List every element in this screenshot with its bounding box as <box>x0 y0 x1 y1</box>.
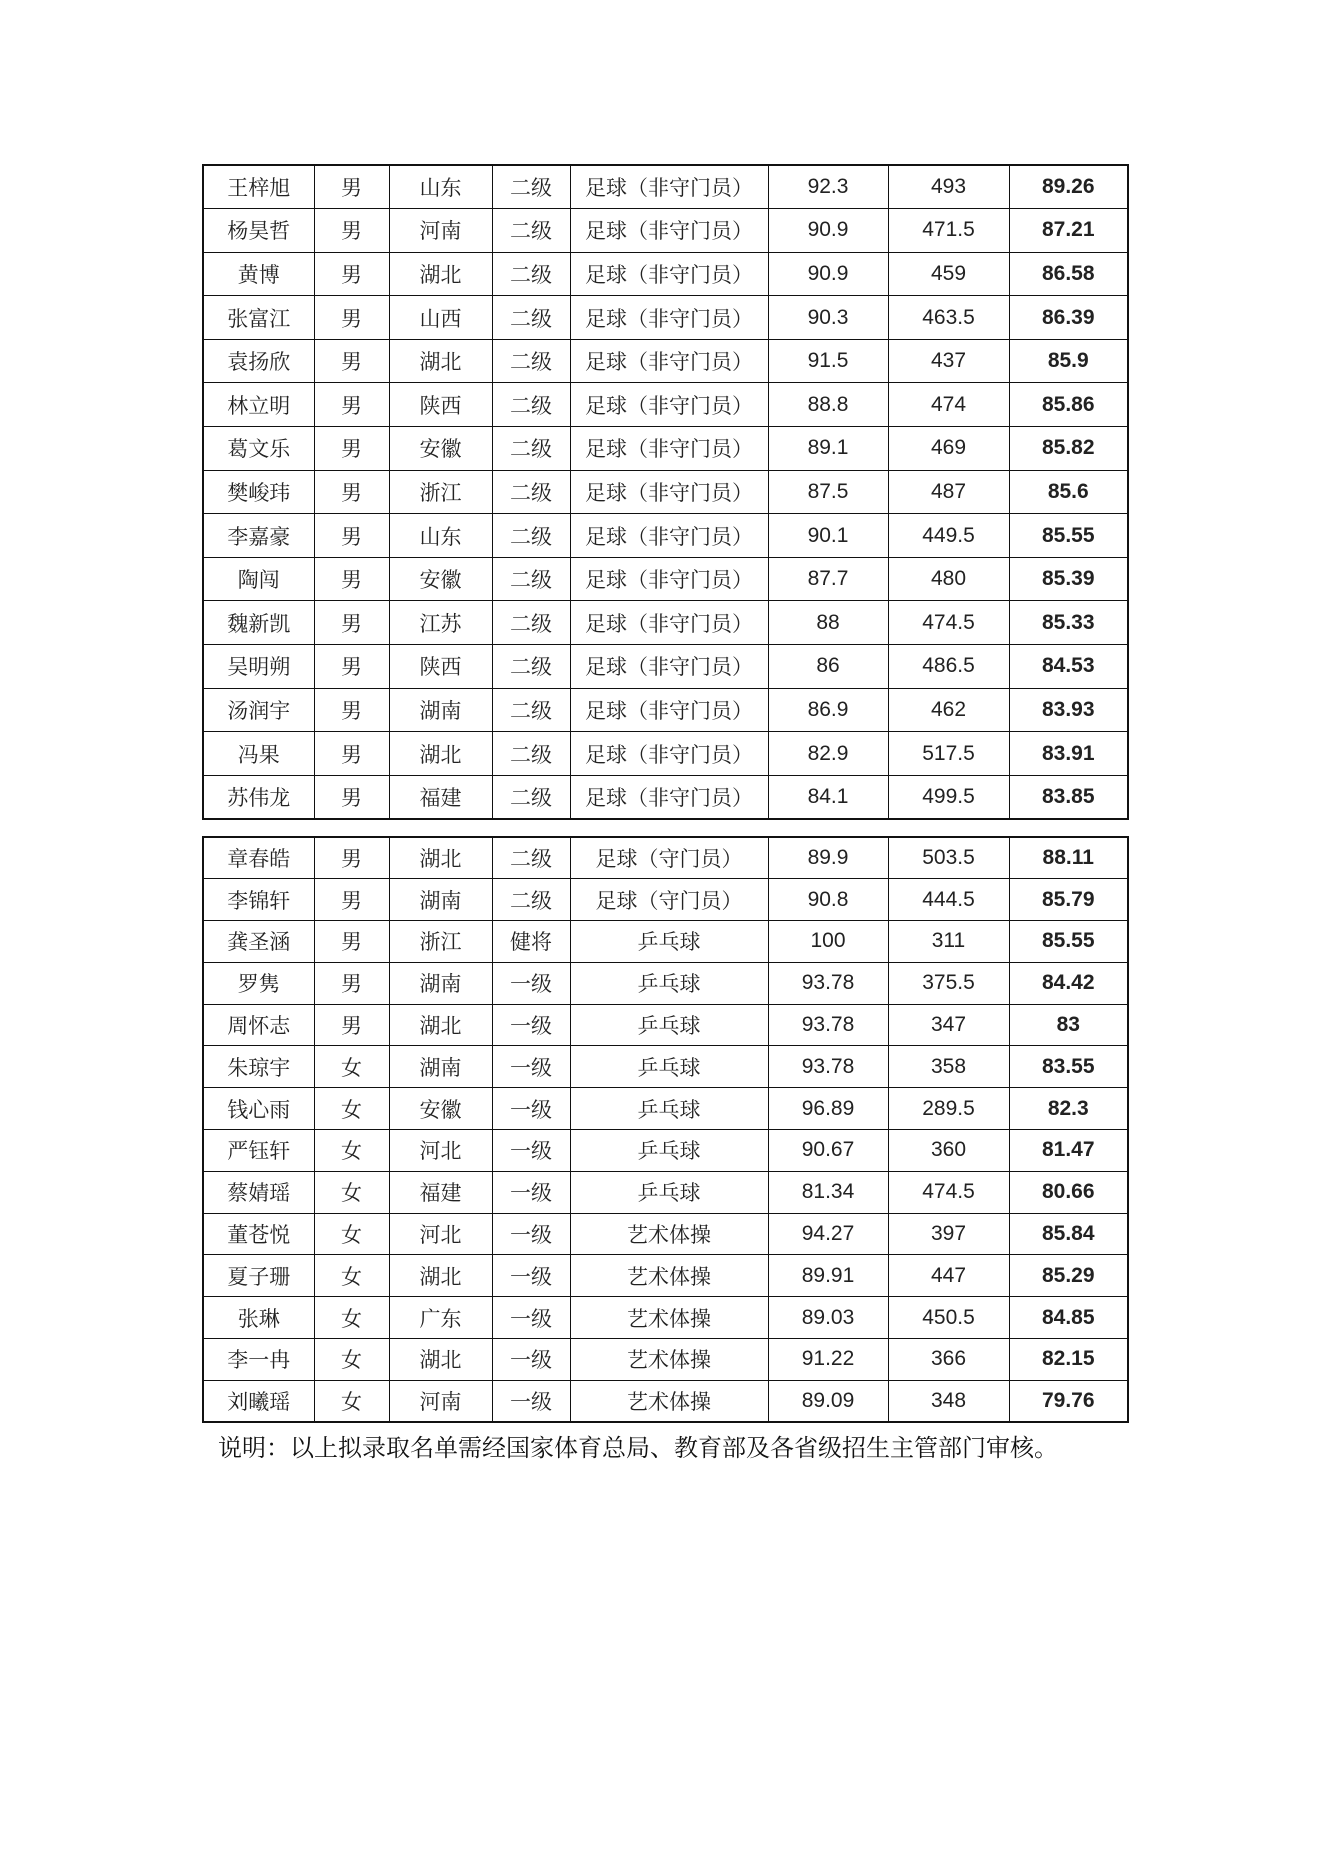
name-cell: 杨昊哲 <box>203 209 314 253</box>
event-cell: 足球（非守门员） <box>570 557 768 601</box>
name-cell: 李锦轩 <box>203 879 314 921</box>
total-score-cell: 83.93 <box>1009 688 1128 732</box>
level-cell: 一级 <box>492 1046 570 1088</box>
gender-cell: 男 <box>314 688 389 732</box>
level-cell: 一级 <box>492 1088 570 1130</box>
total-score-cell: 85.39 <box>1009 557 1128 601</box>
province-cell: 陕西 <box>389 383 492 427</box>
gender-cell: 男 <box>314 557 389 601</box>
total-score-cell: 84.42 <box>1009 962 1128 1004</box>
event-cell: 足球（非守门员） <box>570 732 768 776</box>
specialty-score-cell: 94.27 <box>768 1213 888 1255</box>
event-cell: 艺术体操 <box>570 1213 768 1255</box>
name-cell: 苏伟龙 <box>203 775 314 819</box>
province-cell: 安徽 <box>389 557 492 601</box>
province-cell: 湖北 <box>389 252 492 296</box>
table-row <box>203 732 1128 776</box>
exam-score-cell: 462 <box>888 688 1009 732</box>
gender-cell: 男 <box>314 962 389 1004</box>
table-row <box>203 1046 1128 1088</box>
gender-cell: 男 <box>314 296 389 340</box>
province-cell: 福建 <box>389 1171 492 1213</box>
event-cell: 足球（非守门员） <box>570 645 768 689</box>
level-cell: 一级 <box>492 1339 570 1381</box>
exam-score-cell: 487 <box>888 470 1009 514</box>
province-cell: 山西 <box>389 296 492 340</box>
name-cell: 蔡婧瑶 <box>203 1171 314 1213</box>
specialty-score-cell: 93.78 <box>768 1004 888 1046</box>
province-cell: 江苏 <box>389 601 492 645</box>
specialty-score-cell: 86.9 <box>768 688 888 732</box>
name-cell: 钱心雨 <box>203 1088 314 1130</box>
specialty-score-cell: 89.03 <box>768 1297 888 1339</box>
event-cell: 足球（非守门员） <box>570 514 768 558</box>
total-score-cell: 87.21 <box>1009 209 1128 253</box>
exam-score-cell: 449.5 <box>888 514 1009 558</box>
level-cell: 一级 <box>492 1297 570 1339</box>
exam-score-cell: 450.5 <box>888 1297 1009 1339</box>
level-cell: 二级 <box>492 732 570 776</box>
specialty-score-cell: 93.78 <box>768 962 888 1004</box>
table-row <box>203 1088 1128 1130</box>
event-cell: 足球（非守门员） <box>570 165 768 209</box>
specialty-score-cell: 89.09 <box>768 1380 888 1422</box>
exam-score-cell: 474 <box>888 383 1009 427</box>
name-cell: 罗隽 <box>203 962 314 1004</box>
province-cell: 河南 <box>389 1380 492 1422</box>
gender-cell: 男 <box>314 837 389 879</box>
name-cell: 王梓旭 <box>203 165 314 209</box>
event-cell: 艺术体操 <box>570 1380 768 1422</box>
event-cell: 足球（守门员） <box>570 879 768 921</box>
province-cell: 湖北 <box>389 1339 492 1381</box>
total-score-cell: 85.6 <box>1009 470 1128 514</box>
total-score-cell: 84.85 <box>1009 1297 1128 1339</box>
exam-score-cell: 347 <box>888 1004 1009 1046</box>
gender-cell: 男 <box>314 427 389 471</box>
specialty-score-cell: 92.3 <box>768 165 888 209</box>
event-cell: 乒乓球 <box>570 1004 768 1046</box>
table-row <box>203 688 1128 732</box>
level-cell: 一级 <box>492 1130 570 1172</box>
specialty-score-cell: 81.34 <box>768 1171 888 1213</box>
total-score-cell: 89.26 <box>1009 165 1128 209</box>
total-score-cell: 83.85 <box>1009 775 1128 819</box>
table-row <box>203 427 1128 471</box>
total-score-cell: 79.76 <box>1009 1380 1128 1422</box>
exam-score-cell: 480 <box>888 557 1009 601</box>
name-cell: 魏新凯 <box>203 601 314 645</box>
total-score-cell: 86.39 <box>1009 296 1128 340</box>
table-row <box>203 1255 1128 1297</box>
event-cell: 乒乓球 <box>570 1171 768 1213</box>
exam-score-cell: 358 <box>888 1046 1009 1088</box>
specialty-score-cell: 87.5 <box>768 470 888 514</box>
province-cell: 山东 <box>389 514 492 558</box>
level-cell: 二级 <box>492 383 570 427</box>
specialty-score-cell: 89.9 <box>768 837 888 879</box>
exam-score-cell: 311 <box>888 921 1009 963</box>
event-cell: 足球（非守门员） <box>570 775 768 819</box>
total-score-cell: 82.15 <box>1009 1339 1128 1381</box>
level-cell: 二级 <box>492 427 570 471</box>
level-cell: 二级 <box>492 688 570 732</box>
event-cell: 艺术体操 <box>570 1339 768 1381</box>
specialty-score-cell: 90.8 <box>768 879 888 921</box>
province-cell: 陕西 <box>389 645 492 689</box>
event-cell: 足球（非守门员） <box>570 383 768 427</box>
table-row <box>203 1171 1128 1213</box>
total-score-cell: 85.55 <box>1009 921 1128 963</box>
name-cell: 张富江 <box>203 296 314 340</box>
event-cell: 足球（非守门员） <box>570 601 768 645</box>
exam-score-cell: 493 <box>888 165 1009 209</box>
gender-cell: 男 <box>314 1004 389 1046</box>
level-cell: 一级 <box>492 1171 570 1213</box>
province-cell: 安徽 <box>389 1088 492 1130</box>
name-cell: 黄博 <box>203 252 314 296</box>
name-cell: 樊峻玮 <box>203 470 314 514</box>
specialty-score-cell: 89.1 <box>768 427 888 471</box>
specialty-score-cell: 90.9 <box>768 209 888 253</box>
level-cell: 一级 <box>492 1380 570 1422</box>
gender-cell: 男 <box>314 879 389 921</box>
gender-cell: 女 <box>314 1046 389 1088</box>
gender-cell: 女 <box>314 1380 389 1422</box>
table-row <box>203 339 1128 383</box>
exam-score-cell: 360 <box>888 1130 1009 1172</box>
gender-cell: 男 <box>314 645 389 689</box>
name-cell: 严钰轩 <box>203 1130 314 1172</box>
exam-score-cell: 447 <box>888 1255 1009 1297</box>
table-row <box>203 1130 1128 1172</box>
table-row <box>203 1213 1128 1255</box>
gender-cell: 女 <box>314 1130 389 1172</box>
province-cell: 湖北 <box>389 339 492 383</box>
exam-score-cell: 348 <box>888 1380 1009 1422</box>
total-score-cell: 85.9 <box>1009 339 1128 383</box>
table-row <box>203 470 1128 514</box>
name-cell: 章春皓 <box>203 837 314 879</box>
total-score-cell: 80.66 <box>1009 1171 1128 1213</box>
event-cell: 足球（非守门员） <box>570 252 768 296</box>
gender-cell: 男 <box>314 339 389 383</box>
province-cell: 湖南 <box>389 1046 492 1088</box>
table-row <box>203 296 1128 340</box>
admission-table-football-field <box>202 164 1129 820</box>
gender-cell: 男 <box>314 383 389 427</box>
level-cell: 二级 <box>492 209 570 253</box>
event-cell: 乒乓球 <box>570 962 768 1004</box>
table-row <box>203 209 1128 253</box>
event-cell: 足球（非守门员） <box>570 209 768 253</box>
table-row <box>203 962 1128 1004</box>
total-score-cell: 86.58 <box>1009 252 1128 296</box>
specialty-score-cell: 90.3 <box>768 296 888 340</box>
province-cell: 广东 <box>389 1297 492 1339</box>
gender-cell: 男 <box>314 732 389 776</box>
table-row <box>203 383 1128 427</box>
specialty-score-cell: 82.9 <box>768 732 888 776</box>
table-row <box>203 1004 1128 1046</box>
total-score-cell: 84.53 <box>1009 645 1128 689</box>
province-cell: 浙江 <box>389 470 492 514</box>
province-cell: 湖南 <box>389 962 492 1004</box>
total-score-cell: 83.91 <box>1009 732 1128 776</box>
gender-cell: 女 <box>314 1213 389 1255</box>
total-score-cell: 81.47 <box>1009 1130 1128 1172</box>
total-score-cell: 85.84 <box>1009 1213 1128 1255</box>
level-cell: 健将 <box>492 921 570 963</box>
level-cell: 二级 <box>492 879 570 921</box>
level-cell: 二级 <box>492 837 570 879</box>
exam-score-cell: 474.5 <box>888 601 1009 645</box>
specialty-score-cell: 93.78 <box>768 1046 888 1088</box>
total-score-cell: 85.79 <box>1009 879 1128 921</box>
specialty-score-cell: 96.89 <box>768 1088 888 1130</box>
gender-cell: 男 <box>314 252 389 296</box>
gender-cell: 男 <box>314 165 389 209</box>
total-score-cell: 85.86 <box>1009 383 1128 427</box>
exam-score-cell: 397 <box>888 1213 1009 1255</box>
total-score-cell: 88.11 <box>1009 837 1128 879</box>
name-cell: 袁扬欣 <box>203 339 314 383</box>
gender-cell: 女 <box>314 1255 389 1297</box>
province-cell: 湖南 <box>389 688 492 732</box>
event-cell: 艺术体操 <box>570 1297 768 1339</box>
table-row <box>203 645 1128 689</box>
specialty-score-cell: 88.8 <box>768 383 888 427</box>
event-cell: 足球（非守门员） <box>570 470 768 514</box>
specialty-score-cell: 100 <box>768 921 888 963</box>
level-cell: 二级 <box>492 296 570 340</box>
gender-cell: 女 <box>314 1088 389 1130</box>
specialty-score-cell: 87.7 <box>768 557 888 601</box>
name-cell: 林立明 <box>203 383 314 427</box>
name-cell: 吴明朔 <box>203 645 314 689</box>
specialty-score-cell: 91.5 <box>768 339 888 383</box>
exam-score-cell: 289.5 <box>888 1088 1009 1130</box>
event-cell: 艺术体操 <box>570 1255 768 1297</box>
name-cell: 李嘉豪 <box>203 514 314 558</box>
exam-score-cell: 366 <box>888 1339 1009 1381</box>
level-cell: 二级 <box>492 514 570 558</box>
exam-score-cell: 499.5 <box>888 775 1009 819</box>
name-cell: 张琳 <box>203 1297 314 1339</box>
specialty-score-cell: 86 <box>768 645 888 689</box>
gender-cell: 男 <box>314 209 389 253</box>
gender-cell: 女 <box>314 1339 389 1381</box>
table-row <box>203 557 1128 601</box>
total-score-cell: 83 <box>1009 1004 1128 1046</box>
province-cell: 湖北 <box>389 732 492 776</box>
specialty-score-cell: 91.22 <box>768 1339 888 1381</box>
level-cell: 二级 <box>492 470 570 514</box>
province-cell: 河北 <box>389 1213 492 1255</box>
gender-cell: 男 <box>314 514 389 558</box>
explanation-note: 说明：以上拟录取名单需经国家体育总局、教育部及各省级招生主管部门审核。 <box>218 1434 1058 1462</box>
level-cell: 二级 <box>492 252 570 296</box>
name-cell: 龚圣涵 <box>203 921 314 963</box>
table-row <box>203 165 1128 209</box>
table-row <box>203 252 1128 296</box>
name-cell: 刘曦瑶 <box>203 1380 314 1422</box>
name-cell: 葛文乐 <box>203 427 314 471</box>
event-cell: 乒乓球 <box>570 1088 768 1130</box>
name-cell: 冯果 <box>203 732 314 776</box>
gender-cell: 男 <box>314 470 389 514</box>
level-cell: 二级 <box>492 645 570 689</box>
total-score-cell: 85.82 <box>1009 427 1128 471</box>
event-cell: 足球（非守门员） <box>570 427 768 471</box>
exam-score-cell: 469 <box>888 427 1009 471</box>
table-row <box>203 775 1128 819</box>
name-cell: 董苍悦 <box>203 1213 314 1255</box>
specialty-score-cell: 88 <box>768 601 888 645</box>
admission-table-other-events <box>202 836 1129 1423</box>
event-cell: 乒乓球 <box>570 921 768 963</box>
table-row <box>203 1297 1128 1339</box>
level-cell: 一级 <box>492 962 570 1004</box>
level-cell: 二级 <box>492 775 570 819</box>
event-cell: 足球（非守门员） <box>570 296 768 340</box>
province-cell: 湖南 <box>389 879 492 921</box>
province-cell: 湖北 <box>389 1004 492 1046</box>
level-cell: 二级 <box>492 165 570 209</box>
gender-cell: 女 <box>314 1297 389 1339</box>
table-row <box>203 1339 1128 1381</box>
specialty-score-cell: 90.67 <box>768 1130 888 1172</box>
table-row <box>203 514 1128 558</box>
province-cell: 河南 <box>389 209 492 253</box>
province-cell: 湖北 <box>389 837 492 879</box>
event-cell: 乒乓球 <box>570 1130 768 1172</box>
total-score-cell: 82.3 <box>1009 1088 1128 1130</box>
exam-score-cell: 444.5 <box>888 879 1009 921</box>
table-row <box>203 601 1128 645</box>
specialty-score-cell: 84.1 <box>768 775 888 819</box>
exam-score-cell: 486.5 <box>888 645 1009 689</box>
name-cell: 汤润宇 <box>203 688 314 732</box>
exam-score-cell: 463.5 <box>888 296 1009 340</box>
total-score-cell: 85.55 <box>1009 514 1128 558</box>
province-cell: 安徽 <box>389 427 492 471</box>
table-row <box>203 879 1128 921</box>
event-cell: 足球（非守门员） <box>570 339 768 383</box>
province-cell: 浙江 <box>389 921 492 963</box>
level-cell: 二级 <box>492 339 570 383</box>
province-cell: 福建 <box>389 775 492 819</box>
exam-score-cell: 503.5 <box>888 837 1009 879</box>
province-cell: 山东 <box>389 165 492 209</box>
level-cell: 一级 <box>492 1213 570 1255</box>
event-cell: 乒乓球 <box>570 1046 768 1088</box>
specialty-score-cell: 90.9 <box>768 252 888 296</box>
gender-cell: 男 <box>314 921 389 963</box>
exam-score-cell: 459 <box>888 252 1009 296</box>
name-cell: 李一冉 <box>203 1339 314 1381</box>
exam-score-cell: 437 <box>888 339 1009 383</box>
total-score-cell: 85.33 <box>1009 601 1128 645</box>
exam-score-cell: 474.5 <box>888 1171 1009 1213</box>
specialty-score-cell: 90.1 <box>768 514 888 558</box>
exam-score-cell: 375.5 <box>888 962 1009 1004</box>
table-row <box>203 837 1128 879</box>
exam-score-cell: 471.5 <box>888 209 1009 253</box>
gender-cell: 男 <box>314 775 389 819</box>
event-cell: 足球（非守门员） <box>570 688 768 732</box>
table-row <box>203 1380 1128 1422</box>
level-cell: 一级 <box>492 1004 570 1046</box>
name-cell: 朱琼宇 <box>203 1046 314 1088</box>
level-cell: 一级 <box>492 1255 570 1297</box>
specialty-score-cell: 89.91 <box>768 1255 888 1297</box>
total-score-cell: 85.29 <box>1009 1255 1128 1297</box>
province-cell: 河北 <box>389 1130 492 1172</box>
total-score-cell: 83.55 <box>1009 1046 1128 1088</box>
table-row <box>203 921 1128 963</box>
name-cell: 陶闯 <box>203 557 314 601</box>
event-cell: 足球（守门员） <box>570 837 768 879</box>
level-cell: 二级 <box>492 601 570 645</box>
province-cell: 湖北 <box>389 1255 492 1297</box>
exam-score-cell: 517.5 <box>888 732 1009 776</box>
gender-cell: 女 <box>314 1171 389 1213</box>
name-cell: 周怀志 <box>203 1004 314 1046</box>
name-cell: 夏子珊 <box>203 1255 314 1297</box>
gender-cell: 男 <box>314 601 389 645</box>
level-cell: 二级 <box>492 557 570 601</box>
